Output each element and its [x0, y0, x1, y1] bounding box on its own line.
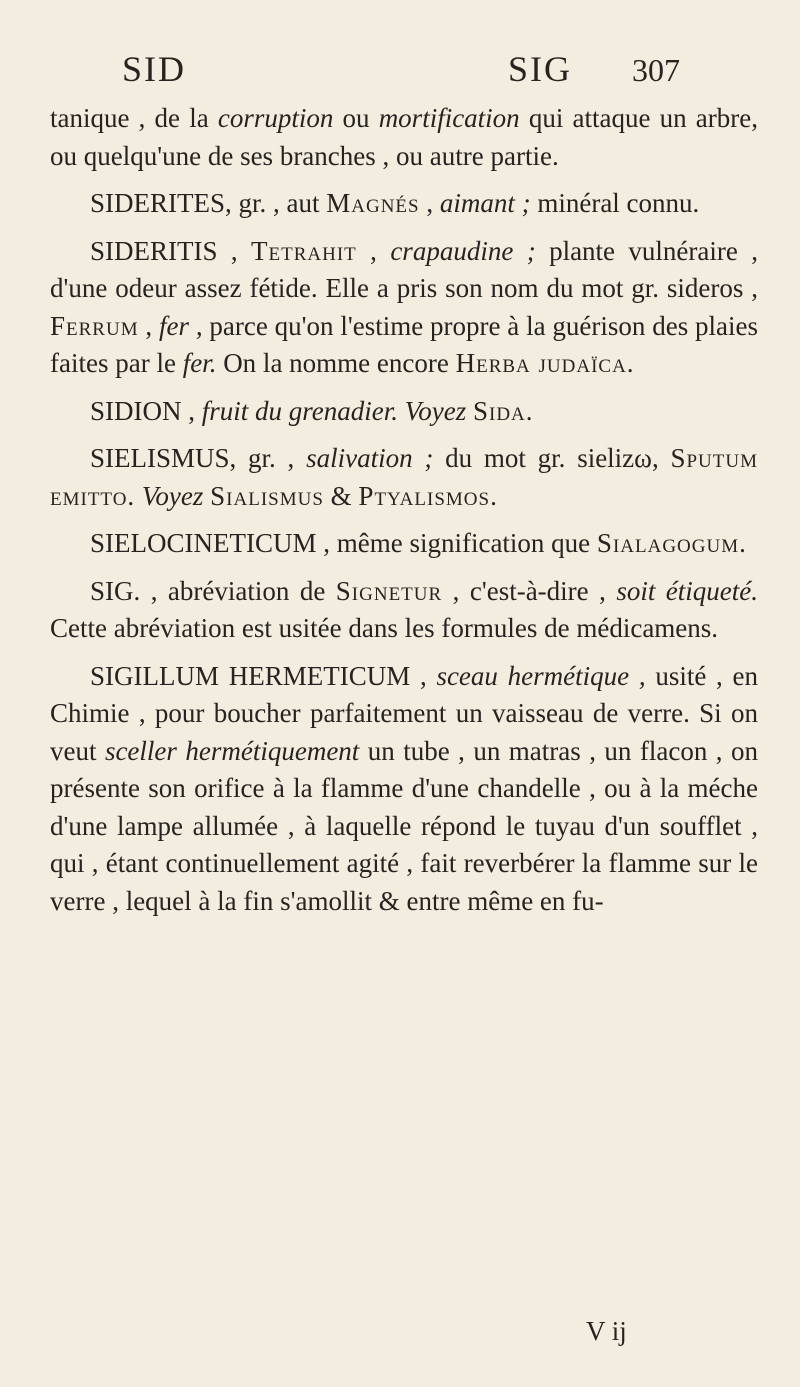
dictionary-entry	[50, 100, 758, 175]
entry-text-run: Sialismus	[210, 480, 324, 511]
entry-text-run: Sida.	[472, 395, 534, 426]
entry-text-run: plante vulnéraire , d'une odeur assez fétide. Elle a pris son nom du mot gr. sideros ,	[50, 235, 759, 303]
entry-text-run: Ptyalismos.	[358, 480, 498, 511]
entry-text-run: SIG. , abréviation de	[90, 575, 336, 606]
entry-text-run: mortification	[378, 103, 520, 133]
entry-text-run: corruption	[217, 103, 334, 133]
entry-text-run: SIDERITIS ,	[90, 235, 252, 266]
entry-text-run: Signetur	[335, 575, 443, 606]
entry-text-run: Cette abréviation est usitée dans les formules de médicamens.	[50, 613, 719, 643]
dictionary-entry	[50, 440, 758, 515]
entry-text-run	[135, 481, 142, 511]
entry-text-run: Herba judaïca.	[455, 348, 635, 378]
entry-text-run: On la nomme encore	[216, 348, 456, 378]
header-right-word: SIG	[508, 49, 573, 89]
entry-text-run: SIELOCINETICUM , même signification que	[90, 528, 597, 558]
entry-text-run: fer.	[182, 348, 217, 378]
entry-text-run: soit étiqueté.	[616, 575, 758, 606]
entry-text-run: parce qu'on l'estime propre à la guérison des plaies faites par le	[50, 310, 759, 378]
dictionary-entry	[50, 525, 758, 563]
entry-text-run: salivation ;	[306, 443, 434, 473]
entry-text-run: aimant ;	[439, 188, 531, 218]
entry-text-run: Tetrahit	[251, 235, 357, 266]
entry-text-run: , c'est-à-dire ,	[442, 575, 617, 606]
entry-text-run: Voyez	[141, 480, 204, 511]
entry-text-run: minéral connu.	[530, 188, 700, 218]
entry-text-run: Magnés	[326, 188, 420, 218]
entry-text-run: SIDERITES, gr. , aut	[90, 188, 327, 218]
entry-text-run: crapaudine ;	[390, 235, 536, 266]
entry-text-run: ,	[138, 310, 159, 341]
entry-text-run: &	[323, 480, 359, 511]
entry-text-run: usité , en Chimie , pour boucher parfaitement un vaisseau de verre. Si on veut	[50, 660, 759, 766]
entry-text-run	[466, 396, 473, 426]
dictionary-entry	[50, 185, 758, 223]
dictionary-entry	[50, 393, 758, 431]
header-left-word: SID	[122, 49, 187, 89]
entry-text-run: Ferrum	[50, 310, 139, 341]
entry-text-run: sceau hermétique ,	[436, 660, 646, 691]
dictionary-entry	[50, 233, 758, 383]
entry-text-run: Sialagogum.	[596, 528, 747, 558]
entry-text-run: sceller hermétiquement	[104, 735, 360, 766]
running-header	[0, 48, 800, 98]
entry-text-run: un tube , un matras , un flacon , on présente son orifice à la flamme d'une chandelle , ou à la méche d'une lampe allumée , à laquelle répond le tuyau d'un soufflet , qui , étant continuellement agité , fait reverbérer la flamme sur le verre , lequel à la fin s'amollit & entre même en fu-	[50, 735, 758, 916]
dictionary-text	[50, 100, 758, 930]
entry-text-run: fer ,	[159, 310, 203, 341]
entry-text-run: ou	[333, 103, 379, 133]
dictionary-entry	[50, 573, 758, 648]
entry-text-run: du mot gr. sielizω,	[433, 443, 671, 473]
entry-text-run: tanique , de la	[50, 103, 218, 133]
signature-mark: V ij	[586, 1316, 627, 1346]
dictionary-entry	[50, 658, 758, 921]
entry-text-run: fruit du grenadier. Voyez	[201, 395, 467, 426]
entry-text-run: ,	[419, 188, 440, 218]
entry-text-run: Sputum emitto.	[50, 443, 758, 511]
entry-text-run: SIDION ,	[90, 395, 202, 426]
entry-text-run: SIGILLUM HERMETICUM ,	[90, 660, 437, 691]
entry-text-run: ,	[356, 235, 391, 266]
page-number: 307	[632, 52, 680, 88]
entry-text-run: SIELISMUS, gr. ,	[90, 443, 307, 473]
entry-text-run: qui attaque un arbre, ou quelqu'une de ses branches , ou autre partie.	[50, 103, 758, 171]
